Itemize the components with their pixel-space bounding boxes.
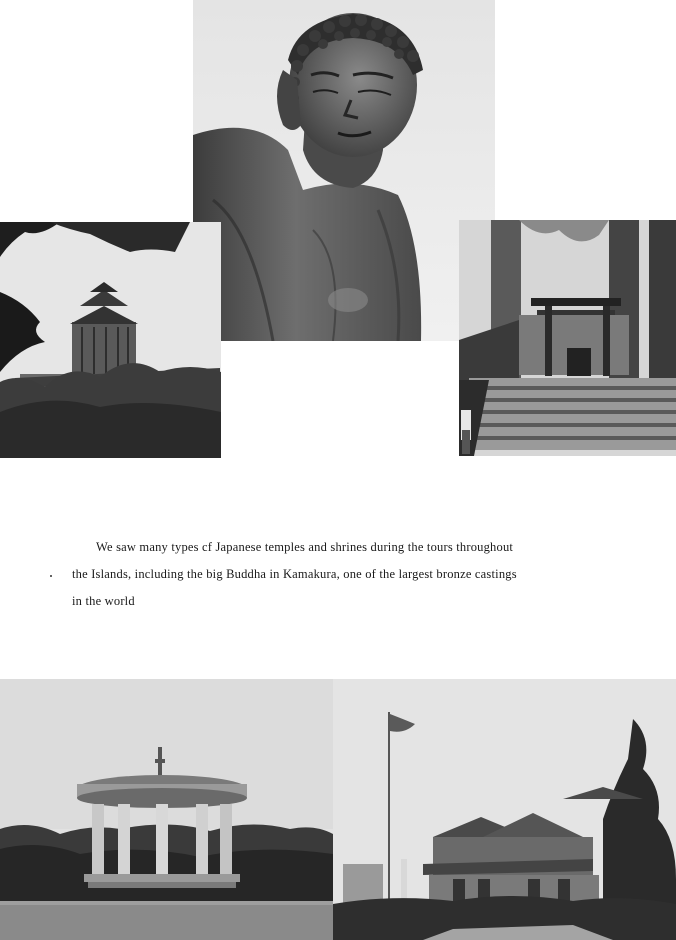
shrine-stairs-photo [459, 220, 676, 456]
temple-hall-photo [333, 679, 676, 940]
caption-line-1: We saw many types cf Japanese temples and shrines during the tours throughout [96, 540, 514, 554]
caption-line-2: the Islands, including the big Buddha in Kamakura, one of the largest bronze castings [72, 567, 517, 581]
castle-building-photo [0, 222, 221, 458]
round-pavilion-photo [0, 679, 333, 940]
caption-line-3: in the world [72, 594, 135, 608]
caption [72, 534, 612, 615]
great-buddha-photo [193, 0, 495, 341]
print-speck [50, 575, 52, 577]
